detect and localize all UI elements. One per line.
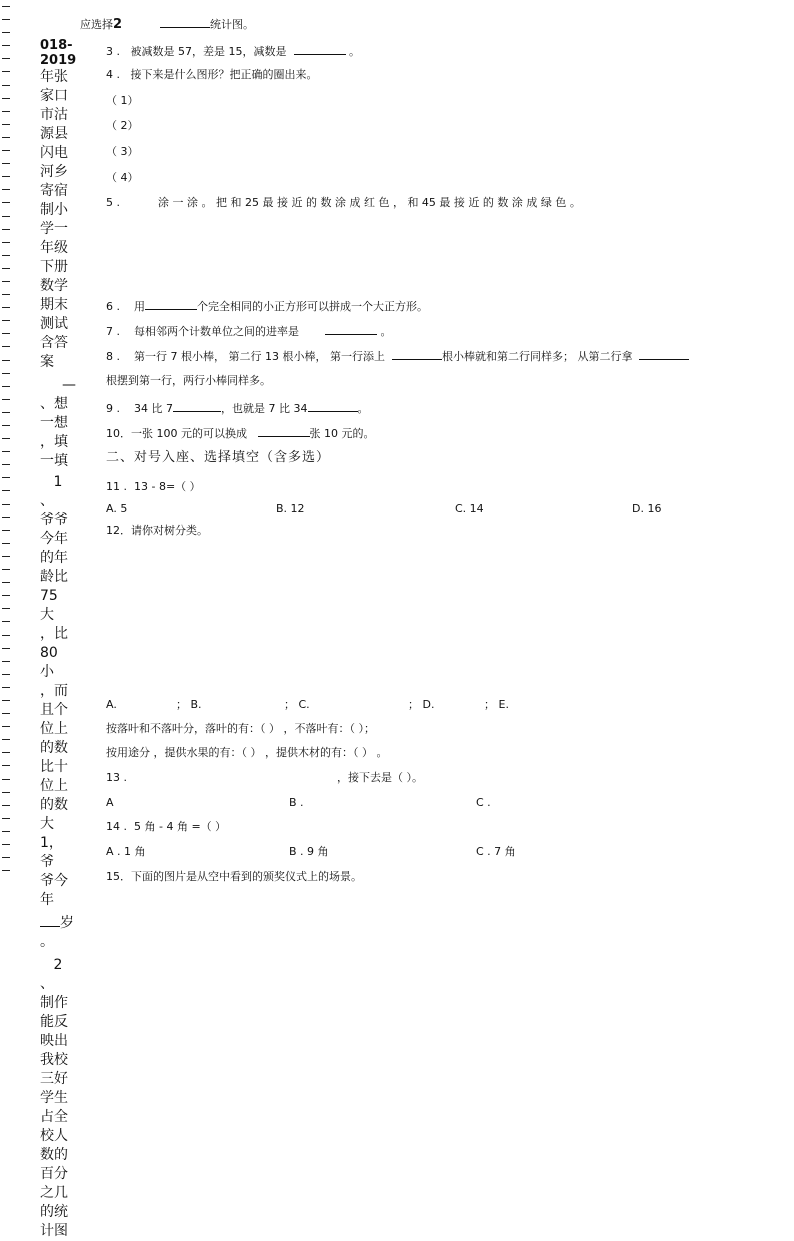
q1-unit: 岁 — [60, 915, 74, 931]
q1-text — [40, 511, 76, 910]
q9-answer-blank-1 — [173, 400, 221, 412]
margin-dash — [2, 216, 10, 224]
q2-tail — [80, 16, 254, 32]
q9-number: 9 . — [106, 402, 120, 415]
margin-dash — [2, 333, 10, 341]
margin-dash — [2, 530, 10, 538]
question-13 — [106, 771, 423, 785]
q12-line-2: 按用途分 ，提供水果的有：（ ） ，提供木材的有：（ ） 。 — [106, 746, 388, 759]
q2-line: 之几 — [40, 1185, 68, 1201]
q9-text-b: ，也就是 7 比 34 — [221, 402, 308, 415]
margin-dash — [2, 595, 10, 603]
q11-option-c: C. 14 — [455, 502, 484, 515]
q2-line: 三好 — [40, 1071, 68, 1087]
margin-dash — [2, 373, 10, 381]
q14-number: 14 . — [106, 820, 127, 833]
margin-dash — [2, 307, 10, 315]
q2-tail-text: 应选择 — [80, 18, 113, 31]
q9-end: 。 — [357, 402, 369, 415]
q5-text: 涂 一 涂 。 把 和 25 最 接 近 的 数 涂 成 红 色 ， 和 45 最 接 近 的 数 涂 成 绿 色 。 — [158, 196, 581, 209]
q12-label-d: ； D. — [408, 698, 435, 711]
q3-answer-blank — [294, 43, 346, 55]
q3-number: 3 . — [106, 45, 120, 58]
margin-dash — [2, 360, 10, 368]
q10-number: 10 — [106, 427, 120, 440]
q15-text: ．下面的图片是从空中看到的颁奖仪式上的场景。 — [120, 870, 362, 883]
margin-dash — [2, 635, 10, 643]
margin-dash — [2, 870, 10, 878]
question-14 — [106, 820, 226, 834]
q10-text-b: 张 10 元的。 — [309, 427, 375, 440]
margin-dash — [2, 713, 10, 721]
question-10 — [106, 425, 375, 441]
q8-answer-blank-1 — [392, 348, 442, 360]
q9-answer-blank-2 — [308, 400, 358, 412]
q1-line: 的数 — [40, 797, 68, 813]
title-line: 年张 — [40, 69, 68, 85]
margin-dash — [2, 255, 10, 263]
margin-dash — [2, 752, 10, 760]
q2-line: 校人 — [40, 1128, 68, 1144]
margin-dash — [2, 700, 10, 708]
q11-option-a: A. 5 — [106, 502, 128, 515]
margin-dash — [2, 844, 10, 852]
q2-number: 2 — [53, 957, 63, 973]
margin-dash — [2, 189, 10, 197]
q13-option-c: C . — [476, 796, 491, 809]
margin-dash — [2, 831, 10, 839]
side-column — [40, 38, 76, 1241]
title-line: 期末 — [40, 297, 68, 313]
margin-dash — [2, 425, 10, 433]
q3-text: 被减数是 57，差是 15，减数是 — [130, 45, 287, 58]
title-line: 学一 — [40, 221, 68, 237]
q14-option-a: A . 1 角 — [106, 845, 146, 858]
margin-dash — [2, 176, 10, 184]
q4-option-3: （ 3） — [106, 145, 139, 158]
margin-dash — [2, 45, 10, 53]
q6-text-a: 用 — [134, 300, 145, 313]
title-line: 河乡 — [40, 164, 68, 180]
q2-tail-num: 2 — [113, 17, 123, 32]
q8-answer-blank-2 — [639, 348, 689, 360]
q13-option-a: A — [106, 796, 114, 809]
margin-dash — [2, 124, 10, 132]
q2-line: 学生 — [40, 1090, 68, 1106]
q12-label-b: ； B. — [176, 698, 202, 711]
q7-answer-blank — [325, 323, 377, 335]
q11-option-d: D. 16 — [632, 502, 662, 515]
title-line: 下册 — [40, 259, 68, 275]
margin-dash — [2, 674, 10, 682]
margin-dash — [2, 320, 10, 328]
q1-number: 1 — [53, 474, 63, 490]
q13-number: 13 . — [106, 771, 127, 784]
q3-end: 。 — [349, 45, 360, 58]
margin-dash — [2, 137, 10, 145]
margin-dash — [2, 451, 10, 459]
title-line: 制小 — [40, 202, 68, 218]
q2-line: 映出 — [40, 1033, 68, 1049]
q1-line: 今年 — [40, 531, 68, 547]
q14-option-c: C . 7 角 — [476, 845, 516, 858]
margin-dash — [2, 582, 10, 590]
margin-dash — [2, 765, 10, 773]
margin-dash — [2, 32, 10, 40]
q14-text: 5 角 - 4 角 =（ ） — [134, 820, 227, 833]
q10-answer-blank — [258, 425, 310, 437]
margin-dash — [2, 687, 10, 695]
q7-text: 每相邻两个计数单位之间的进率是 — [134, 325, 299, 338]
margin-dash — [2, 477, 10, 485]
q6-answer-blank — [145, 298, 197, 310]
q1-line: 的数 — [40, 740, 68, 756]
q6-number: 6 . — [106, 300, 120, 313]
q2-line: 能反 — [40, 1014, 68, 1030]
q1-line: 80 小 — [40, 645, 58, 680]
q8-text-b: 根小棒就和第二行同样多； 从第二行拿 — [441, 350, 633, 363]
q1-line: 1，爷 — [40, 835, 63, 870]
q1-line: ，比 — [40, 626, 68, 642]
section-one-line: 、想 — [40, 396, 68, 412]
q6-text-b: 个完全相同的小正方形可以拼成一个大正方形。 — [197, 300, 428, 313]
q12-line-1: 按落叶和不落叶分，落叶的有：（ ） ，不落叶有：（ ）； — [106, 722, 375, 735]
q4-option-4: （ 4） — [106, 171, 139, 184]
q12-text: ．请你对树分类。 — [120, 524, 208, 537]
title-line: 家口 — [40, 88, 68, 104]
question-8 — [106, 348, 689, 364]
margin-dash — [2, 490, 10, 498]
section-two-heading: 二、对号入座、选择填空（含多选） — [106, 450, 331, 465]
margin-dash — [2, 569, 10, 577]
margin-dash — [2, 150, 10, 158]
margin-dash — [2, 543, 10, 551]
margin-dash — [2, 608, 10, 616]
question-5 — [106, 196, 581, 210]
q8-continuation: 根摆到第一行，两行小棒同样多。 — [106, 374, 271, 387]
margin-dash — [2, 98, 10, 106]
margin-dash — [2, 6, 10, 14]
q7-number: 7 . — [106, 325, 120, 338]
margin-dash — [2, 202, 10, 210]
q4-option-1: （ 1） — [106, 94, 139, 107]
q11-option-b: B. 12 — [276, 502, 305, 515]
q2-line: 占全 — [40, 1109, 68, 1125]
margin-dash — [2, 779, 10, 787]
q1-dot: 、 — [40, 493, 54, 509]
q15-number: 15 — [106, 870, 120, 883]
title-line: 市沽 — [40, 107, 68, 123]
margin-dash — [2, 281, 10, 289]
q1-line: 75 大 — [40, 588, 58, 623]
q1-line: 位上 — [40, 721, 68, 737]
q1-line: 且个 — [40, 702, 68, 718]
q1-line: 爷爷 — [40, 512, 68, 528]
margin-dash — [2, 661, 10, 669]
margin-dash — [2, 792, 10, 800]
margin-dash — [2, 111, 10, 119]
q1-line: 比十 — [40, 759, 68, 775]
section-one-line: 一填 — [40, 453, 68, 469]
q1-line: 大 — [40, 816, 54, 832]
q2-line: 数的 — [40, 1147, 68, 1163]
margin-dash — [2, 58, 10, 66]
section-one-line: 一想 — [40, 415, 68, 431]
section-one-heading — [40, 395, 76, 471]
margin-dash — [2, 739, 10, 747]
margin-dash — [2, 242, 10, 250]
q4-text: 接下来是什么图形？把正确的圈出来。 — [130, 68, 318, 81]
q2-line: 我校 — [40, 1052, 68, 1068]
question-11 — [106, 480, 201, 494]
q11-text: 13 - 8=（ ） — [134, 480, 201, 493]
margin-dash — [2, 85, 10, 93]
margin-dash — [2, 268, 10, 276]
q1-period: 。 — [40, 934, 54, 950]
margin-dash — [2, 818, 10, 826]
margin-dash — [2, 412, 10, 420]
q2-dot: 、 — [40, 976, 54, 992]
q1-line: 的年 — [40, 550, 68, 566]
margin-dash — [2, 71, 10, 79]
q2-line: 计图 — [40, 1223, 68, 1239]
question-7 — [106, 323, 392, 339]
margin-dash — [2, 504, 10, 512]
margin-dash — [2, 556, 10, 564]
question-4 — [106, 68, 318, 82]
title-line: 源县 — [40, 126, 68, 142]
q13-text: ，接下去是（ ）。 — [337, 771, 423, 784]
title-dash: — — [62, 377, 76, 393]
margin-dash — [2, 464, 10, 472]
document-title — [40, 38, 76, 372]
margin-dash — [2, 517, 10, 525]
title-line: 含答 — [40, 335, 68, 351]
margin-dash — [2, 726, 10, 734]
q1-answer-blank — [40, 914, 76, 933]
section-one-line: ，填 — [40, 434, 68, 450]
title-line: 年级 — [40, 240, 68, 256]
q1-line: ，而 — [40, 683, 68, 699]
q1-line: 年 — [40, 892, 54, 908]
title-line: 数学 — [40, 278, 68, 294]
q2-line: 制作 — [40, 995, 68, 1011]
margin-dash — [2, 857, 10, 865]
title-line: 测试 — [40, 316, 68, 332]
q12-number: 12 — [106, 524, 120, 537]
q2-tail-end: 统计图。 — [210, 18, 255, 31]
q2-line: 百分 — [40, 1166, 68, 1182]
binding-margin-dashes — [2, 6, 12, 883]
q10-text-a: ．一张 100 元的可以换成 — [120, 427, 247, 440]
q1-line: 位上 — [40, 778, 68, 794]
q12-label-a: A. — [106, 698, 117, 711]
q7-end: 。 — [380, 325, 392, 338]
q14-option-b: B . 9 角 — [289, 845, 329, 858]
title-line: 闪电 — [40, 145, 68, 161]
q8-number: 8 . — [106, 350, 120, 363]
q12-label-e: ； E. — [484, 698, 509, 711]
question-15 — [106, 870, 362, 884]
q11-number: 11 . — [106, 480, 127, 493]
title-line: 寄宿 — [40, 183, 68, 199]
margin-dash — [2, 399, 10, 407]
q4-number: 4 . — [106, 68, 120, 81]
q2-answer-blank — [160, 16, 210, 28]
margin-dash — [2, 19, 10, 27]
title-line: 018- — [40, 38, 73, 53]
q13-option-b: B . — [289, 796, 304, 809]
q1-line: 龄比 — [40, 569, 68, 585]
question-6 — [106, 298, 428, 314]
q8-text-a: 第一行 7 根小棒， 第二行 13 根小棒， 第一行添上 — [134, 350, 385, 363]
q12-label-c: ； C. — [284, 698, 310, 711]
margin-dash — [2, 294, 10, 302]
margin-dash — [2, 438, 10, 446]
margin-dash — [2, 621, 10, 629]
margin-dash — [2, 386, 10, 394]
question-12 — [106, 524, 208, 538]
title-line: 案 — [40, 354, 54, 370]
margin-dash — [2, 805, 10, 813]
q4-option-2: （ 2） — [106, 119, 139, 132]
margin-dash — [2, 229, 10, 237]
question-9 — [106, 400, 369, 416]
q2-text — [40, 994, 76, 1241]
title-line: 2019 — [40, 53, 77, 68]
margin-dash — [2, 346, 10, 354]
q9-text-a: 34 比 7 — [134, 402, 173, 415]
q1-line: 爷今 — [40, 873, 68, 889]
margin-dash — [2, 648, 10, 656]
margin-dash — [2, 163, 10, 171]
q2-line: 的统 — [40, 1204, 68, 1220]
question-3 — [106, 43, 360, 59]
q5-number: 5 . — [106, 196, 120, 209]
